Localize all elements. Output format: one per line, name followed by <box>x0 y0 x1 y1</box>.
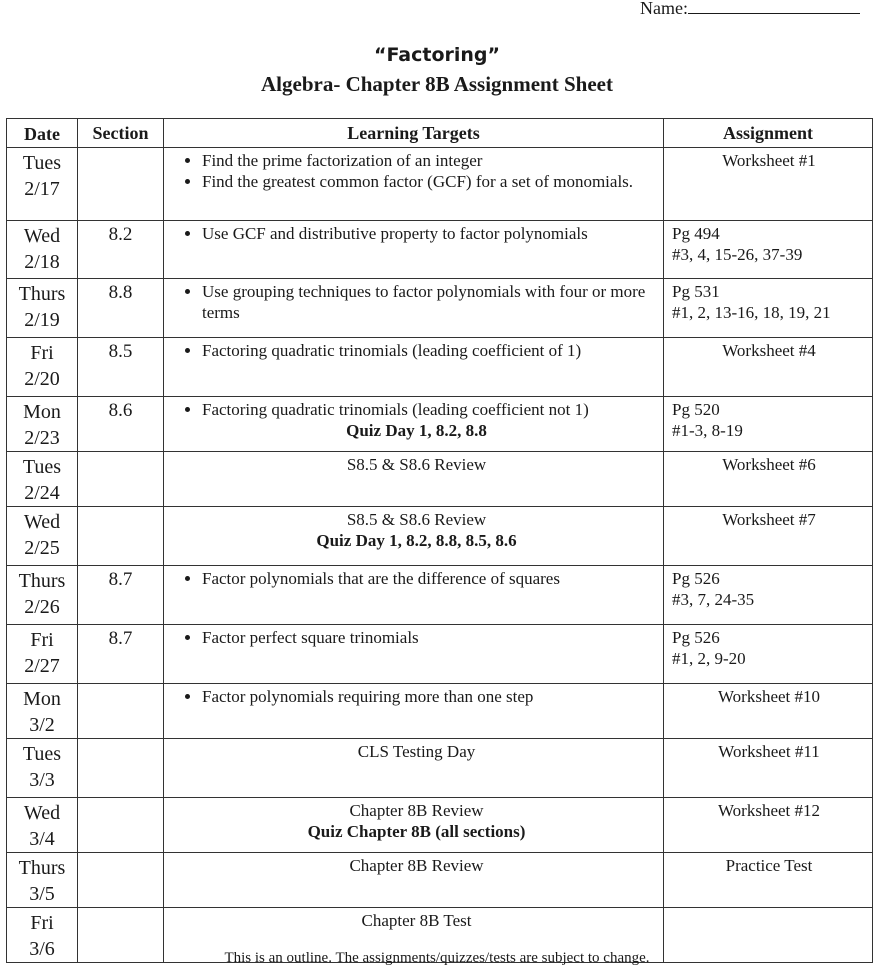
target-item: • Find the greatest common factor (GCF) for a set of monomials. <box>202 171 657 192</box>
document-title: “Factoring” <box>373 44 501 66</box>
assignment-cell <box>664 798 873 853</box>
target-item: • Use grouping techniques to factor polynomials with four or more terms <box>202 281 657 323</box>
table-row <box>7 625 873 684</box>
learning-targets-cell <box>164 221 664 279</box>
quiz-note: Quiz Day 1, 8.2, 8.8, 8.5, 8.6 <box>316 531 517 550</box>
date-label: 2/23 <box>24 427 60 449</box>
day-label: Wed <box>23 225 61 247</box>
target-item: • Factor perfect square trinomials <box>202 627 657 648</box>
date-label: 2/19 <box>24 309 60 331</box>
assignment-line: Pg 494 <box>672 224 720 243</box>
section-cell <box>78 507 164 566</box>
date-cell <box>7 148 78 221</box>
learning-targets-cell <box>164 566 664 625</box>
table-body <box>7 148 873 963</box>
table-row <box>7 397 873 452</box>
section-cell: 8.8 <box>78 279 164 338</box>
footer-note: This is an outline. The assignments/quizzes/tests are subject to change. <box>224 950 650 966</box>
date-label: 3/6 <box>29 938 55 960</box>
learning-targets-cell <box>164 507 664 566</box>
section-cell <box>78 798 164 853</box>
section-cell <box>78 739 164 798</box>
assignment-cell <box>664 338 873 397</box>
quiz-note: Quiz Day 1, 8.2, 8.8 <box>346 421 487 440</box>
date-label: 3/4 <box>29 828 55 850</box>
table-row <box>7 798 873 853</box>
assignment-cell <box>664 148 873 221</box>
day-label: Thurs <box>18 570 66 592</box>
column-header-date: Date <box>7 119 78 148</box>
target-item: • Factor polynomials that are the difference of squares <box>202 568 657 589</box>
target-list <box>176 627 657 648</box>
date-cell <box>7 739 78 798</box>
name-field <box>640 0 860 19</box>
learning-targets-cell <box>164 625 664 684</box>
day-label: Thurs <box>18 857 66 879</box>
date-cell <box>7 853 78 908</box>
column-header-learning-targets: Learning Targets <box>164 119 664 148</box>
date-label: 2/24 <box>24 482 60 504</box>
column-header-assignment: Assignment <box>664 119 873 148</box>
assignment-cell <box>664 853 873 908</box>
date-label: 2/18 <box>24 251 60 273</box>
target-list <box>176 281 657 323</box>
assignment-cell <box>664 397 873 452</box>
assignment-cell <box>664 739 873 798</box>
day-label: Fri <box>30 342 54 364</box>
assignment-table <box>6 118 873 963</box>
day-label: Wed <box>23 802 61 824</box>
date-label: 3/5 <box>29 883 55 905</box>
date-label: 2/27 <box>24 655 60 677</box>
assignment-cell <box>664 625 873 684</box>
assignment-line: Worksheet #7 <box>722 510 816 529</box>
day-label: Fri <box>30 629 54 651</box>
date-label: 3/3 <box>29 769 55 791</box>
table-row <box>7 221 873 279</box>
learning-targets-cell <box>164 279 664 338</box>
date-label: 2/17 <box>24 178 60 200</box>
activity-note: CLS Testing Day <box>357 742 476 761</box>
date-cell <box>7 338 78 397</box>
day-label: Tues <box>22 743 62 765</box>
table-row <box>7 338 873 397</box>
assignment-line: #3, 4, 15-26, 37-39 <box>672 245 803 264</box>
column-header-section: Section <box>78 119 164 148</box>
learning-targets-cell <box>164 338 664 397</box>
section-cell: 8.6 <box>78 397 164 452</box>
section-cell: 8.7 <box>78 625 164 684</box>
target-list <box>176 568 657 589</box>
target-item: • Factoring quadratic trinomials (leading coefficient of 1) <box>202 340 657 361</box>
day-label: Mon <box>23 401 61 423</box>
learning-targets-cell <box>164 452 664 507</box>
target-list <box>176 150 657 192</box>
date-cell <box>7 452 78 507</box>
activity-note: Chapter 8B Review <box>349 856 484 875</box>
date-cell <box>7 397 78 452</box>
date-cell <box>7 221 78 279</box>
assignment-cell <box>664 279 873 338</box>
assignment-line: Pg 526 <box>672 628 720 647</box>
date-label: 2/26 <box>24 596 60 618</box>
learning-targets-cell <box>164 684 664 739</box>
target-item: • Use GCF and distributive property to factor polynomials <box>202 223 657 244</box>
section-cell: 8.5 <box>78 338 164 397</box>
date-label: 2/20 <box>24 368 60 390</box>
learning-targets-cell <box>164 397 664 452</box>
date-cell <box>7 507 78 566</box>
table-row <box>7 452 873 507</box>
learning-targets-cell <box>164 798 664 853</box>
document-subtitle: Algebra- Chapter 8B Assignment Sheet <box>261 72 613 96</box>
activity-note: Chapter 8B Review <box>349 801 484 820</box>
table-row <box>7 507 873 566</box>
section-cell: 8.7 <box>78 566 164 625</box>
assignment-line: #1, 2, 13-16, 18, 19, 21 <box>672 303 831 322</box>
name-label: Name: <box>640 0 688 18</box>
name-blank-line[interactable] <box>688 0 860 14</box>
section-cell <box>78 684 164 739</box>
target-item: • Find the prime factorization of an integer <box>202 150 657 171</box>
table-row <box>7 739 873 798</box>
day-label: Tues <box>22 152 62 174</box>
target-list <box>176 340 657 361</box>
target-list <box>176 686 657 707</box>
table-row <box>7 566 873 625</box>
target-list <box>176 223 657 244</box>
target-item: • Factor polynomials requiring more than one step <box>202 686 657 707</box>
section-cell <box>78 853 164 908</box>
table-row <box>7 279 873 338</box>
assignment-cell <box>664 566 873 625</box>
assignment-line: #3, 7, 24-35 <box>672 590 755 609</box>
assignment-line: Worksheet #6 <box>722 455 816 474</box>
date-label: 2/25 <box>24 537 60 559</box>
activity-note: Chapter 8B Test <box>361 911 472 930</box>
assignment-line: Worksheet #1 <box>722 151 816 170</box>
assignment-line: Worksheet #10 <box>717 687 821 706</box>
assignment-line: Worksheet #4 <box>722 341 816 360</box>
assignment-cell <box>664 684 873 739</box>
learning-targets-cell <box>164 148 664 221</box>
date-cell <box>7 625 78 684</box>
date-cell <box>7 798 78 853</box>
target-item: • Factoring quadratic trinomials (leading coefficient not 1) <box>202 399 657 420</box>
activity-note: S8.5 & S8.6 Review <box>346 455 487 474</box>
assignment-line: Worksheet #12 <box>717 801 821 820</box>
section-cell <box>78 148 164 221</box>
learning-targets-cell <box>164 739 664 798</box>
assignment-line: Pg 531 <box>672 282 720 301</box>
assignment-line: #1, 2, 9-20 <box>672 649 746 668</box>
date-cell <box>7 566 78 625</box>
target-list <box>176 399 657 420</box>
table-header-row <box>7 119 873 148</box>
date-cell <box>7 279 78 338</box>
section-cell <box>78 452 164 507</box>
assignment-cell <box>664 507 873 566</box>
assignment-cell <box>664 221 873 279</box>
date-label: 3/2 <box>29 714 55 736</box>
assignment-line: Practice Test <box>725 856 813 875</box>
day-label: Wed <box>23 511 61 533</box>
assignment-line: Pg 520 <box>672 400 720 419</box>
learning-targets-cell <box>164 853 664 908</box>
section-cell: 8.2 <box>78 221 164 279</box>
quiz-note: Quiz Chapter 8B (all sections) <box>307 822 526 841</box>
date-cell <box>7 684 78 739</box>
day-label: Mon <box>23 688 61 710</box>
table-row <box>7 148 873 221</box>
assignment-line: Pg 526 <box>672 569 720 588</box>
table-row <box>7 684 873 739</box>
assignment-cell <box>664 452 873 507</box>
assignment-line: #1-3, 8-19 <box>672 421 743 440</box>
table-row <box>7 853 873 908</box>
day-label: Tues <box>22 456 62 478</box>
assignment-line: Worksheet #11 <box>718 742 820 761</box>
activity-note: S8.5 & S8.6 Review <box>346 510 487 529</box>
day-label: Fri <box>30 912 54 934</box>
day-label: Thurs <box>18 283 66 305</box>
